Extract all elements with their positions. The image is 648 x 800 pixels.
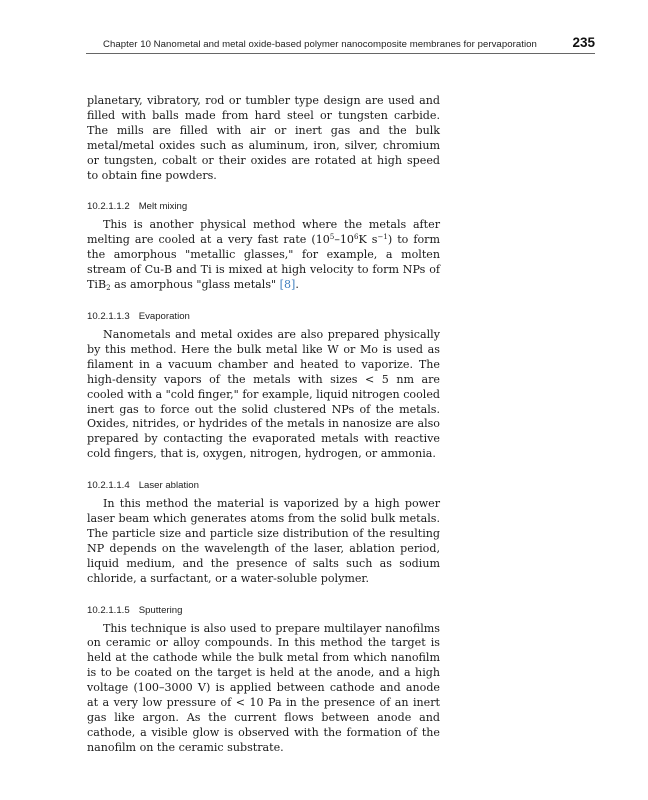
text-run: ) to form the amorphous "metallic glasses," for example, a molten stream of Cu-B and Ti is mixed at high velocity to form NPs of TiB bbox=[87, 233, 440, 292]
header-rule bbox=[86, 53, 595, 54]
section-heading bbox=[87, 310, 440, 324]
section-paragraph bbox=[87, 218, 440, 293]
intro-paragraph: planetary, vibratory, rod or tumbler type design are used and filled with balls made from hard steel or tungsten carbide. The mills are filled with air or inert gas and the bulk metal/metal oxides such as aluminum, iron, silver, chromium or tungsten, cobalt or their oxides are rotated at high speed to obtain fine powders. bbox=[87, 94, 440, 182]
body-text bbox=[87, 94, 440, 756]
section-number: 10.2.1.1.4 bbox=[87, 480, 130, 492]
section-heading bbox=[87, 200, 440, 214]
running-head bbox=[103, 35, 595, 50]
section-sputtering bbox=[87, 604, 440, 756]
section-melt-mixing bbox=[87, 200, 440, 293]
section-number: 10.2.1.1.5 bbox=[87, 604, 130, 616]
text-run: K s bbox=[358, 233, 378, 247]
text-run: . bbox=[295, 278, 299, 292]
text-run: This is another physical method where the metals after melting are cooled at a very fast rate (10 bbox=[87, 218, 440, 247]
text-run: –10 bbox=[334, 233, 354, 247]
superscript: −1 bbox=[377, 233, 388, 242]
subscript: 2 bbox=[106, 284, 111, 293]
section-laser-ablation bbox=[87, 479, 440, 586]
superscript: 5 bbox=[329, 233, 335, 242]
section-heading bbox=[87, 604, 440, 618]
section-paragraph: Nanometals and metal oxides are also prepared physically by this method. Here the bulk metal like W or Mo is used as filament in a vacuum chamber and heated to vaporize. The high-density vapors of the metals with sizes < 5 nm are cooled with a "cold finger," for example, liquid nitrogen cooled inert gas to force out the solid clustered NPs of the metals. Oxides, nitrides, or hydrides of the metals in nanosize are also prepared by contacting the evaporated metals with reactive cold fingers, that is, oxygen, nitrogen, hydrogen, or ammonia. bbox=[87, 327, 440, 461]
section-evaporation bbox=[87, 310, 440, 462]
superscript: 6 bbox=[354, 233, 359, 242]
section-title: Laser ablation bbox=[138, 480, 199, 492]
text-run: as amorphous "glass metals" bbox=[110, 278, 280, 292]
section-paragraph: This technique is also used to prepare multilayer nanofilms on ceramic or alloy compounds. In this method the target is held at the cathode while the bulk metal from which nanofilm is to be coated on the target is held at the anode, and a high voltage (100–3000 V) is applied between cathode and anode at a very low pressure of < 10 Pa in the presence of an inert gas like argon. As the current flows between anode and cathode, a visible glow is observed with the formation of the nanofilm on the ceramic substrate. bbox=[87, 621, 440, 754]
section-number: 10.2.1.1.3 bbox=[87, 310, 130, 322]
chapter-title: Chapter 10 Nanometal and metal oxide-based polymer nanocomposite membranes for pervaporation bbox=[103, 39, 537, 50]
citation-link[interactable]: [8] bbox=[279, 278, 296, 292]
section-number: 10.2.1.1.2 bbox=[87, 201, 130, 213]
section-paragraph: In this method the material is vaporized by a high power laser beam which generates atoms from the solid bulk metals. The particle size and particle size distribution of the resulting NP depends on the wavelength of the laser, ablation period, liquid medium, and the presence of salts such as sodium chloride, a surfactant, or a water-soluble polymer. bbox=[87, 497, 440, 585]
section-title: Melt mixing bbox=[138, 201, 188, 213]
page-number: 235 bbox=[572, 35, 595, 50]
section-heading bbox=[87, 479, 440, 493]
section-title: Sputtering bbox=[138, 604, 183, 616]
section-title: Evaporation bbox=[138, 310, 190, 322]
